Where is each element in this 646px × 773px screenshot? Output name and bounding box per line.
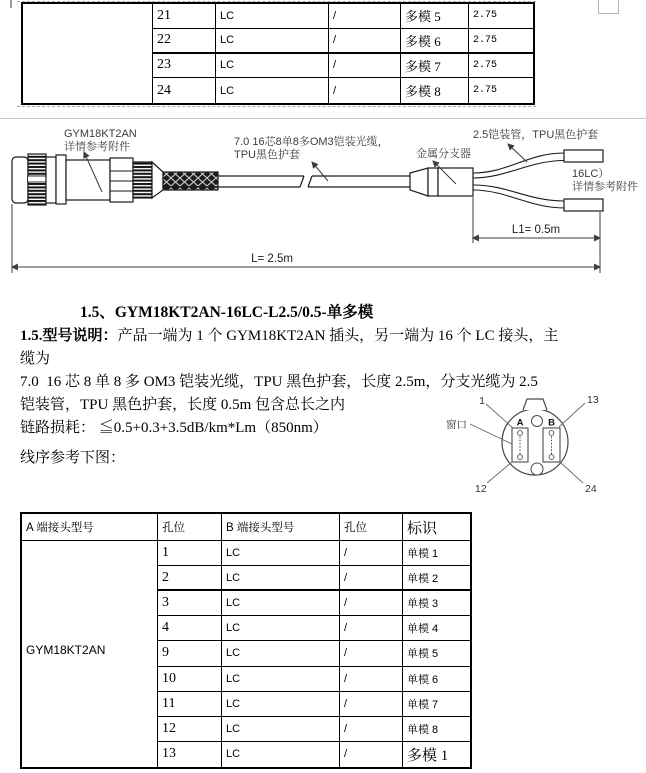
table-cell-connector: LC bbox=[222, 742, 340, 767]
table-cell-slash: / bbox=[340, 566, 403, 591]
table-cell-slash: / bbox=[340, 667, 403, 692]
splitter-label: 金属分支器 bbox=[416, 148, 471, 160]
table-cell-slash: / bbox=[329, 4, 401, 29]
cable-assembly-diagram bbox=[0, 115, 646, 295]
dim-l1-label: L1= 0.5m bbox=[511, 224, 561, 236]
table-cell-connector: LC bbox=[222, 591, 340, 616]
lc-label-line1: 16LC） bbox=[572, 168, 610, 180]
pin-13-label: 13 bbox=[587, 394, 599, 406]
table-cell-pin: 3 bbox=[158, 591, 222, 616]
table-cell-slash: / bbox=[340, 742, 403, 767]
cable-label-line1: 7.0 16芯8单8多OM3铠装光缆， bbox=[234, 136, 389, 148]
table-cell-mark: 多模 8 bbox=[401, 78, 469, 103]
header-mark: 标识 bbox=[403, 514, 470, 541]
body-line-1 bbox=[20, 324, 558, 345]
table-cell-pin: 11 bbox=[158, 692, 222, 717]
dim-l-label: L= 2.5m bbox=[251, 253, 293, 265]
table-cell-mark: 单模 4 bbox=[403, 616, 470, 641]
table-cell-size: 2.75 bbox=[469, 4, 533, 29]
lc-connector-top bbox=[564, 150, 603, 162]
table-cell-slash: / bbox=[340, 717, 403, 742]
gym18kt2an-plug bbox=[12, 154, 218, 205]
table-cell-pin: 24 bbox=[153, 78, 216, 103]
table-cell-pin: 1 bbox=[158, 541, 222, 566]
table-cell-pin: 21 bbox=[153, 4, 216, 29]
slot-b-label: B bbox=[548, 417, 555, 429]
table-cell-slash: / bbox=[340, 541, 403, 566]
table-cell-mark: 单模 1 bbox=[403, 541, 470, 566]
header-b-model: B 端接头型号 bbox=[222, 514, 340, 541]
slot-a-label: A bbox=[516, 417, 524, 429]
body-line-1-text: 产品一端为 1 个 GYM18KT2AN 插头，另一端为 16 个 LC 接头，主 bbox=[117, 328, 559, 344]
header-hole2: 孔位 bbox=[340, 514, 403, 541]
table-cell-connector: LC bbox=[216, 29, 329, 54]
body-line-2: 缆为 bbox=[20, 351, 51, 367]
wiring-table bbox=[20, 512, 472, 769]
a-model-cell: GYM18KT2AN bbox=[22, 541, 158, 767]
metal-splitter bbox=[410, 168, 473, 196]
table-cell-slash: / bbox=[340, 641, 403, 666]
header-a-model: A 端接头型号 bbox=[22, 514, 158, 541]
lc-connector-bottom bbox=[564, 199, 603, 211]
branch-label: 2.5铠装管，TPU黑色护套 bbox=[473, 129, 599, 141]
table-cell-connector: LC bbox=[222, 566, 340, 591]
table-cell-mark: 多模 5 bbox=[401, 4, 469, 29]
table-cell-connector: LC bbox=[216, 78, 329, 103]
table-cell-connector: LC bbox=[222, 692, 340, 717]
table-cell-size: 2.75 bbox=[469, 29, 533, 54]
table-cell-pin: 10 bbox=[158, 667, 222, 692]
table-cell-connector: LC bbox=[216, 4, 329, 29]
wiring-reference-line: 线序参考下图： bbox=[20, 450, 126, 466]
table-cell-slash: / bbox=[340, 692, 403, 717]
pin-12-label: 12 bbox=[475, 483, 487, 495]
table-cell-mark: 单模 6 bbox=[403, 667, 470, 692]
table-cell-mark: 单模 8 bbox=[403, 717, 470, 742]
table-cell-size: 2.75 bbox=[469, 54, 533, 79]
link-loss-line: 链路损耗： ≦0.5+0.3+3.5dB/km*Lm（850nm） bbox=[20, 420, 328, 436]
table-cell-connector: LC bbox=[216, 54, 329, 79]
plug-label-line2: 详情参考附件 bbox=[64, 141, 130, 153]
cable-label-line2: TPU黑色护套 bbox=[234, 149, 300, 161]
pin-24-label: 24 bbox=[585, 483, 597, 495]
header-hole: 孔位 bbox=[158, 514, 222, 541]
plug-label-line1: GYM18KT2AN bbox=[64, 128, 137, 140]
table-cell-pin: 4 bbox=[158, 616, 222, 641]
table-cell-pin: 12 bbox=[158, 717, 222, 742]
table-cell-pin: 23 bbox=[153, 54, 216, 79]
table-cell-mark: 多模 6 bbox=[401, 29, 469, 54]
table-cell-connector: LC bbox=[222, 667, 340, 692]
table-cell-slash: / bbox=[340, 616, 403, 641]
table-cell-connector: LC bbox=[222, 541, 340, 566]
table-cell-mark: 单模 3 bbox=[403, 591, 470, 616]
lc-label-line2: 详情参考附件 bbox=[572, 181, 638, 193]
table-cell-mark: 单模 5 bbox=[403, 641, 470, 666]
table-cell-slash: / bbox=[329, 78, 401, 103]
table-boundary-dashed-bottom bbox=[17, 106, 536, 107]
table-cell-connector: LC bbox=[222, 717, 340, 742]
main-cable bbox=[218, 176, 410, 187]
body-line-4: 铠装管，TPU 黑色护套，长度 0.5m 包含总长之内 bbox=[20, 397, 346, 413]
table-cell-connector: LC bbox=[222, 641, 340, 666]
table-cell-slash: / bbox=[329, 54, 401, 79]
window-corner-artifact bbox=[598, 0, 619, 14]
spec-table-continuation bbox=[21, 2, 535, 105]
table-cell-mark: 单模 7 bbox=[403, 692, 470, 717]
table-cell-slash: / bbox=[340, 591, 403, 616]
page-margin-mark bbox=[10, 0, 12, 8]
table-cell-connector: LC bbox=[222, 616, 340, 641]
window-label: 窗口 bbox=[446, 419, 467, 431]
section-heading: 1.5、GYM18KT2AN-16LC-L2.5/0.5-单多模 bbox=[80, 304, 374, 321]
table-cell-mark: 多模 1 bbox=[407, 747, 449, 764]
table-cell-size: 2.75 bbox=[473, 85, 498, 97]
pin-1-label: 1 bbox=[479, 395, 485, 407]
body-line-3: 7.0 16 芯 8 单 8 多 OM3 铠装光缆，TPU 黑色护套，长度 2.5m，分支光缆为 2.5 bbox=[20, 374, 538, 390]
table-cell-empty bbox=[23, 4, 153, 103]
table-cell-pin: 22 bbox=[153, 29, 216, 54]
table-cell-pin: 13 bbox=[158, 742, 222, 767]
table-cell-mark: 单模 2 bbox=[403, 566, 470, 591]
table-cell-slash: / bbox=[329, 29, 401, 54]
table-cell-pin: 9 bbox=[158, 641, 222, 666]
body-lead-bold: 1.5.型号说明： bbox=[20, 328, 118, 344]
connector-pinout-diagram bbox=[435, 388, 620, 500]
pinout-body bbox=[502, 399, 568, 475]
table-cell-pin: 2 bbox=[158, 566, 222, 591]
table-cell-mark: 多模 7 bbox=[401, 54, 469, 79]
